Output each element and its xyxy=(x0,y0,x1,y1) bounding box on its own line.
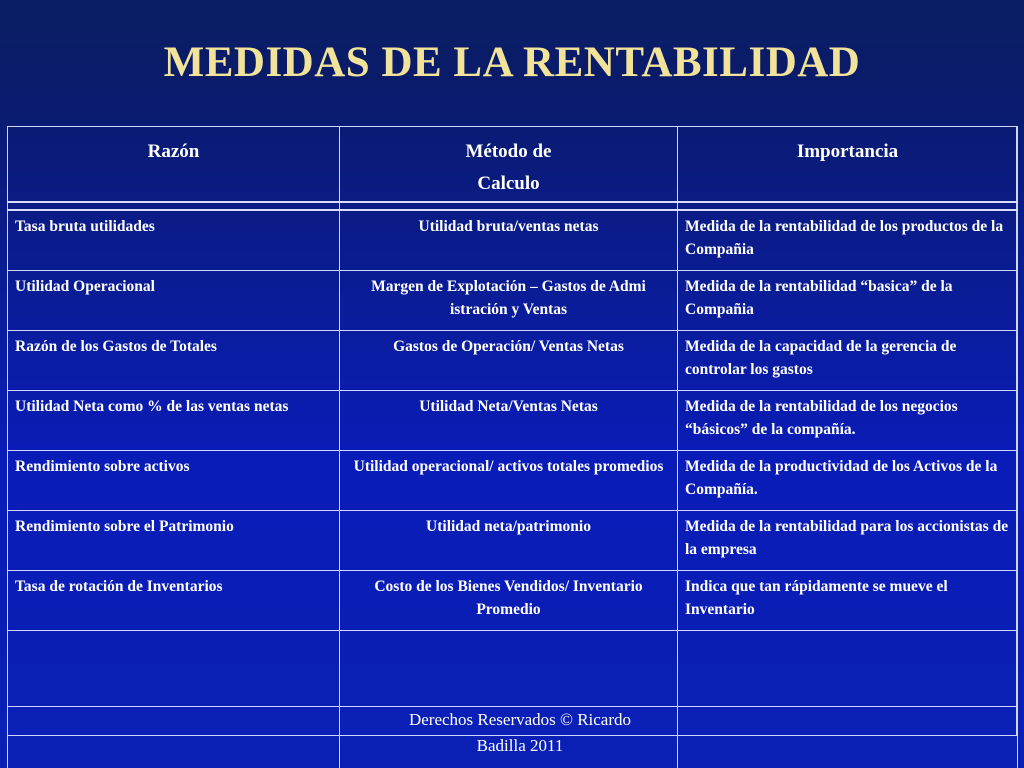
table-row xyxy=(8,451,1018,511)
header-metodo-line2: Calculo xyxy=(477,173,540,194)
table-row xyxy=(8,511,1018,571)
cell-razon: Utilidad Neta como % de las ventas netas xyxy=(8,391,340,451)
cell-razon: Tasa bruta utilidades xyxy=(8,210,340,271)
cell-metodo: Costo de los Bienes Vendidos/ Inventario Promedio xyxy=(340,571,678,631)
cell-razon: Rendimiento sobre el Patrimonio xyxy=(8,511,340,571)
cell-metodo: Utilidad bruta/ventas netas xyxy=(340,210,678,271)
table-row xyxy=(8,571,1018,631)
cell-importancia: Medida de la rentabilidad “basica” de la Compañia xyxy=(678,271,1018,331)
table-header-row xyxy=(8,126,1018,202)
cell-razon: Razón de los Gastos de Totales xyxy=(8,331,340,391)
cell-metodo: Margen de Explotación – Gastos de Admi istración y Ventas xyxy=(340,271,678,331)
profitability-table xyxy=(7,126,1018,768)
header-metodo xyxy=(340,126,678,202)
cell-razon: Utilidad Operacional xyxy=(8,271,340,331)
header-razon: Razón xyxy=(8,126,340,202)
cell-importancia: Indica que tan rápidamente se mueve el Inventario xyxy=(678,571,1018,631)
table-row xyxy=(8,331,1018,391)
header-metodo-line1: Método de xyxy=(465,141,552,162)
cell-metodo: Utilidad Neta/Ventas Netas xyxy=(340,391,678,451)
cell-razon: Rendimiento sobre activos xyxy=(8,451,340,511)
footer-line2: Badilla 2011 xyxy=(476,736,564,755)
cell-razon: Tasa de rotación de Inventarios xyxy=(8,571,340,631)
footer-line1: Derechos Reservados © Ricardo xyxy=(408,710,632,729)
table-row xyxy=(8,391,1018,451)
empty-row xyxy=(8,631,1018,707)
copyright-footer xyxy=(380,707,660,759)
table-row xyxy=(8,271,1018,331)
cell-importancia: Medida de la rentabilidad de los productos de la Compañia xyxy=(678,210,1018,271)
cell-metodo: Utilidad neta/patrimonio xyxy=(340,511,678,571)
cell-metodo: Gastos de Operación/ Ventas Netas xyxy=(340,331,678,391)
cell-metodo: Utilidad operacional/ activos totales promedios xyxy=(340,451,678,511)
header-importancia: Importancia xyxy=(678,126,1018,202)
cell-importancia: Medida de la capacidad de la gerencia de controlar los gastos xyxy=(678,331,1018,391)
table-row xyxy=(8,210,1018,271)
cell-importancia: Medida de la rentabilidad de los negocios “básicos” de la compañía. xyxy=(678,391,1018,451)
slide-title: MEDIDAS DE LA RENTABILIDAD xyxy=(163,39,861,86)
header-separator xyxy=(8,202,1018,210)
cell-importancia: Medida de la rentabilidad para los accionistas de la empresa xyxy=(678,511,1018,571)
cell-importancia: Medida de la productividad de los Activos de la Compañía. xyxy=(678,451,1018,511)
